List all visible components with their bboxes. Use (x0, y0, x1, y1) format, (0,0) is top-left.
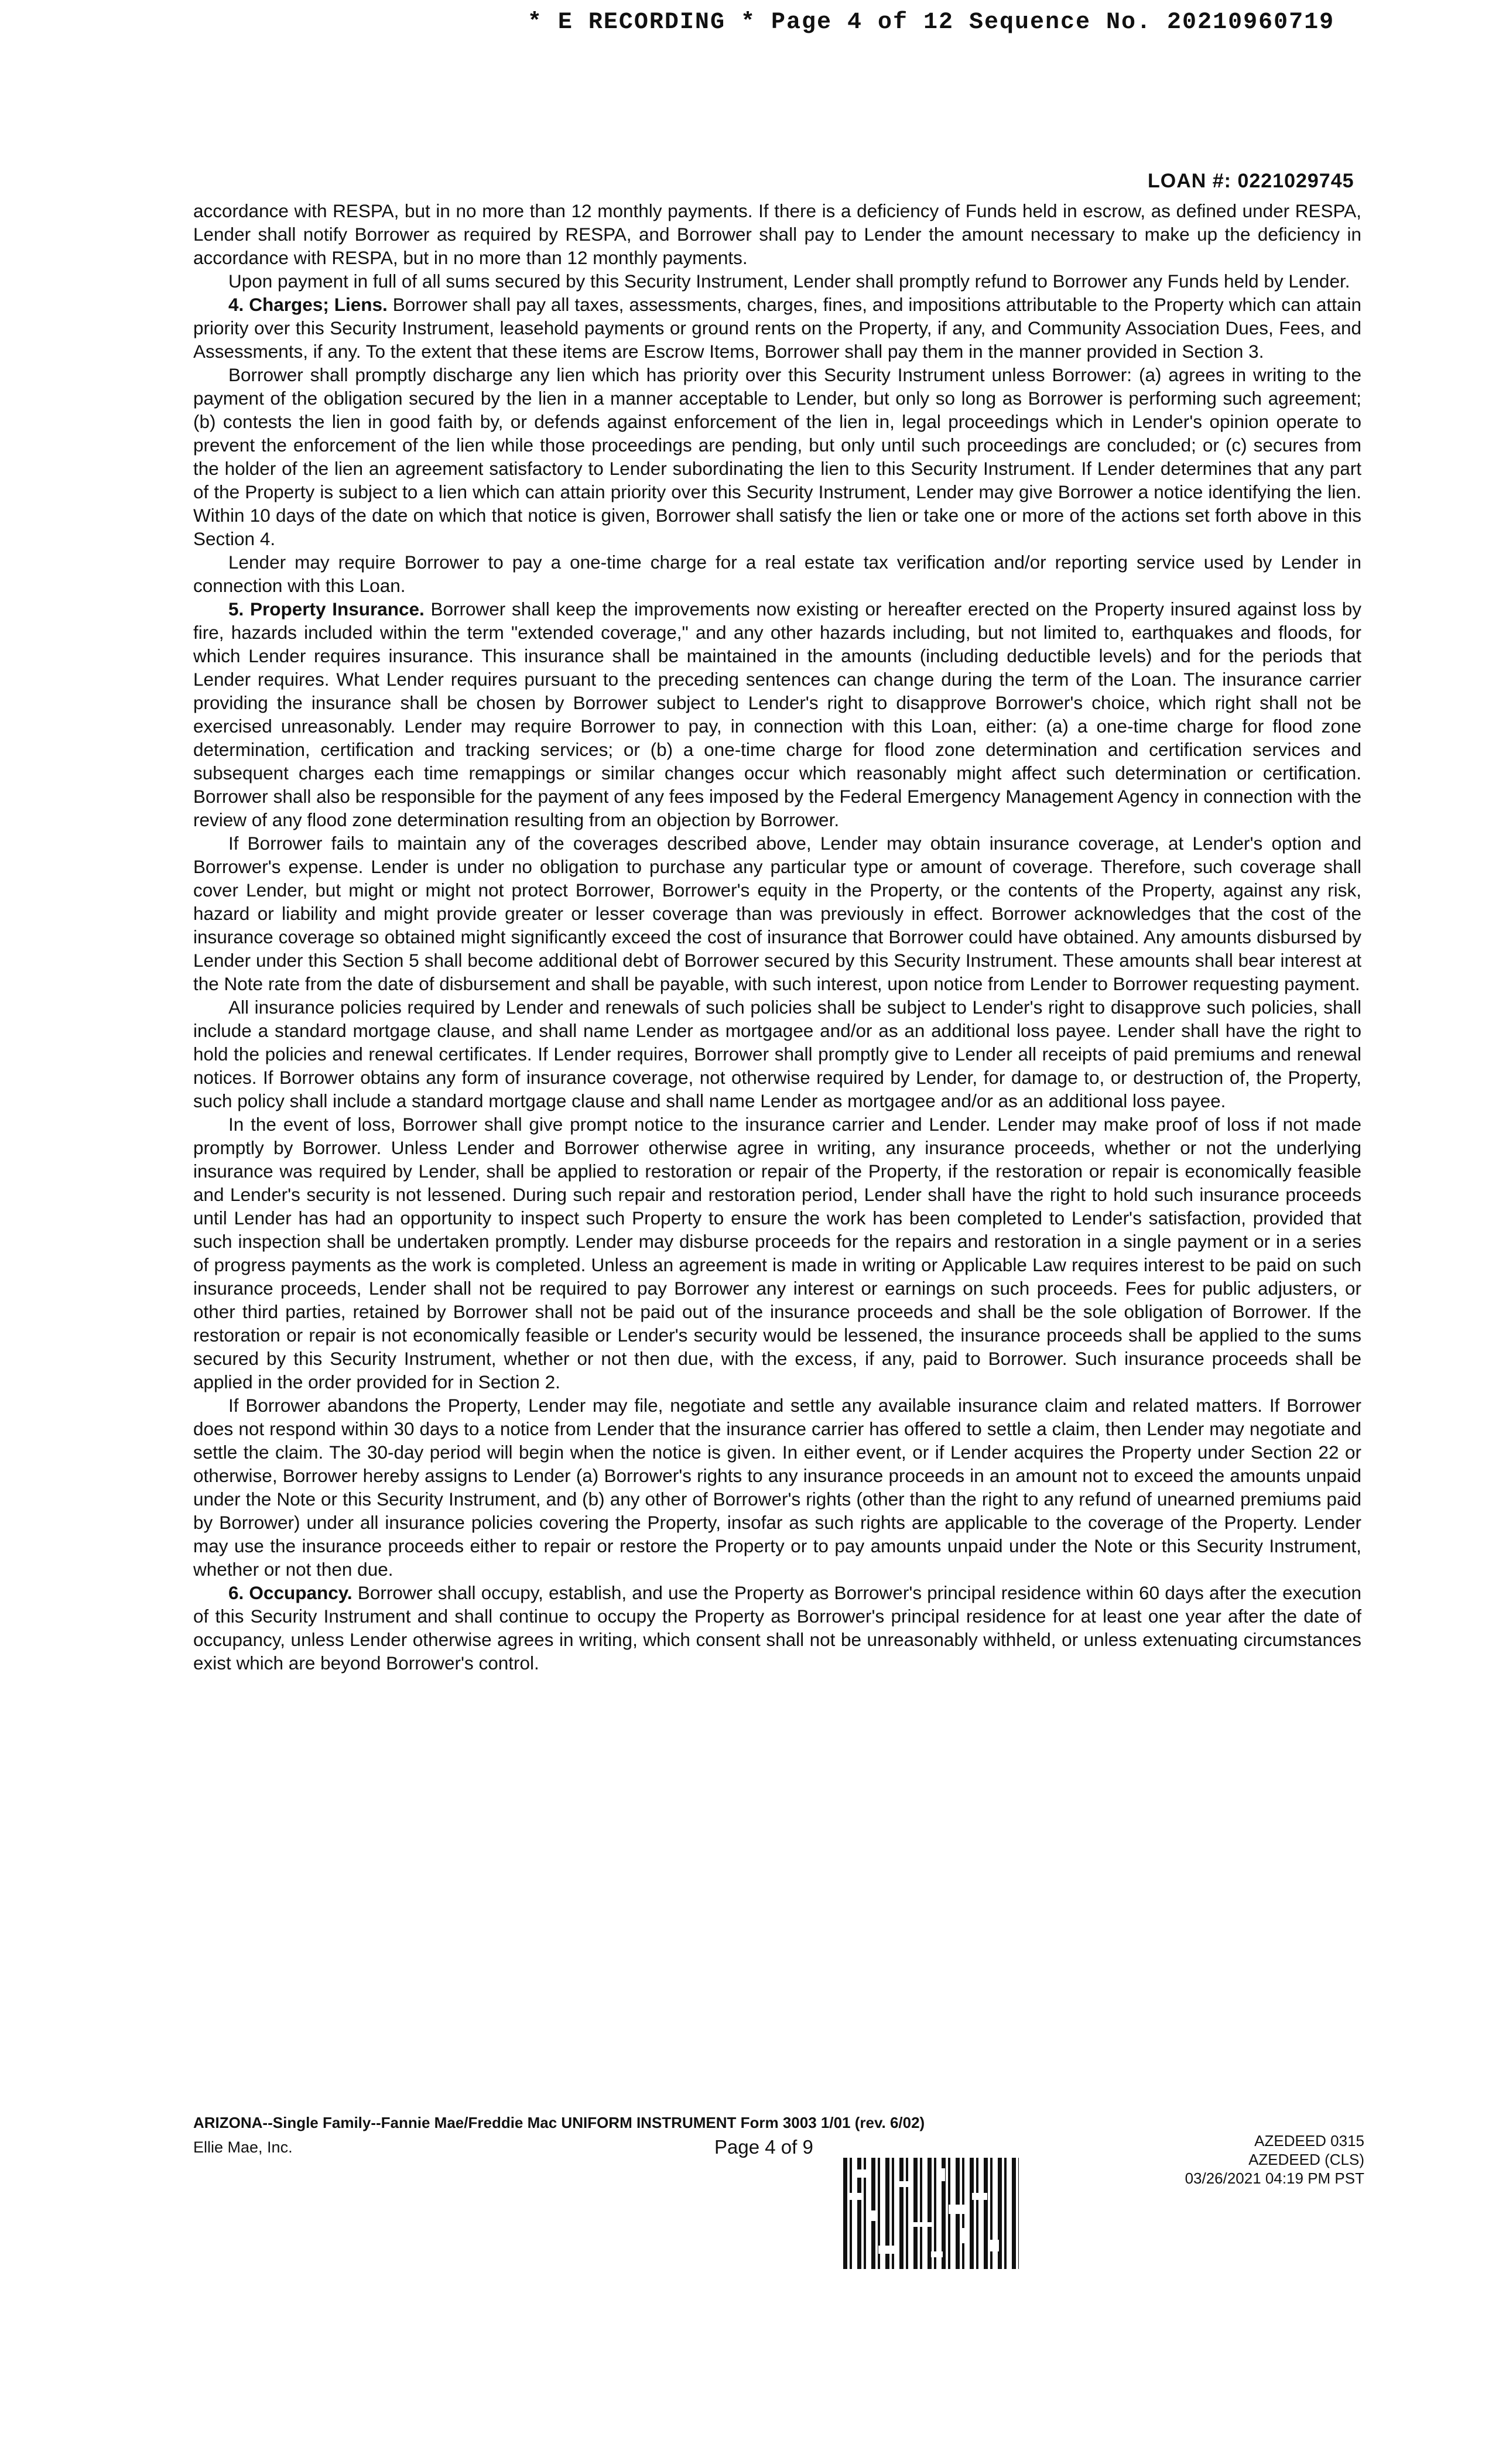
section-title: 5. Property Insurance. (228, 598, 425, 620)
paragraph: If Borrower fails to maintain any of the coverages described above, Lender may obtain insurance coverage, at Lender's option and Borrower's expense. Lender is under no obligation to purchase any particular type or amount of coverage. Therefore, such coverage shall cover Lender, but might or might not protect Borrower, Borrower's equity in the Property, or the contents of the Property, against any risk, hazard or liability and might provide greater or lesser coverage than was previously in effect. Borrower acknowledges that the cost of the insurance coverage so obtained might significantly exceed the cost of insurance that Borrower could have obtained. Any amounts disbursed by Lender under this Section 5 shall become additional debt of Borrower secured by this Security Instrument. These amounts shall bear interest at the Note rate from the date of disbursement and shall be payable, with such interest, upon notice from Lender to Borrower requesting payment. (193, 833, 1361, 994)
paragraph: If Borrower abandons the Property, Lender may file, negotiate and settle any available insurance claim and related matters. If Borrower does not respond within 30 days to a notice from Lender that the insurance carrier has offered to settle a claim, then Lender may negotiate and settle the claim. The 30-day period will begin when the notice is given. In either event, or if Lender acquires the Property under Section 22 or otherwise, Borrower hereby assigns to Lender (a) Borrower's rights to any insurance proceeds in an amount not to exceed the amounts unpaid under the Note or this Security Instrument, and (b) any other of Borrower's rights (other than the right to any refund of unearned premiums paid by Borrower) under all insurance policies covering the Property, insofar as such rights are applicable to the coverage of the Property. Lender may use the insurance proceeds either to repair or restore the Property or to pay amounts unpaid under the Note or this Security Instrument, whether or not then due. (193, 1395, 1361, 1580)
footer-code: AZEDEED 0315 (1254, 2132, 1364, 2150)
paragraph: In the event of loss, Borrower shall give prompt notice to the insurance carrier and Lender. Lender may make proof of loss if not made promptly by Borrower. Unless Lender and Borrower otherwise agree in writing, any insurance proceeds, whether or not the underlying insurance was required by Lender, shall be applied to restoration or repair of the Property, if the restoration or repair is economically feasible and Lender's security is not lessened. During such repair and restoration period, Lender shall have the right to hold such insurance proceeds until Lender has had an opportunity to inspect such Property to ensure the work has been completed to Lender's satisfaction, provided that such inspection shall be undertaken promptly. Lender may disburse proceeds for the repairs and restoration in a single payment or in a series of progress payments as the work is completed. Unless an agreement is made in writing or Applicable Law requires interest to be paid on such insurance proceeds, Lender shall not be required to pay Borrower any interest or earnings on such proceeds. Fees for public adjusters, or other third parties, retained by Borrower shall not be paid out of the insurance proceeds and shall be the sole obligation of Borrower. If the restoration or repair is not economically feasible or Lender's security would be lessened, the insurance proceeds shall be applied to the sums secured by this Security Instrument, whether or not then due, with the excess, if any, paid to Borrower. Such insurance proceeds shall be applied in the order provided for in Section 2. (193, 1114, 1361, 1392)
recording-header: * E RECORDING * Page 4 of 12 Sequence No. 20210960719 (527, 9, 1335, 36)
paragraph: Borrower shall pay all taxes, assessments, charges, fines, and impositions attributable to the Property which can attain priority over this Security Instrument, leasehold payments or ground rents on the Property, if any, and Community Association Dues, Fees, and Assessments, if any. To the extent that these items are Escrow Items, Borrower shall pay them in the manner provided in Section 3. (193, 294, 1361, 362)
section-title: 4. Charges; Liens. (228, 294, 388, 315)
section-6 (193, 1581, 1361, 1675)
footer-page-number: Page 4 of 9 (714, 2136, 813, 2158)
loan-number: LOAN #: 0221029745 (1148, 170, 1354, 192)
paragraph: Upon payment in full of all sums secured by this Security Instrument, Lender shall promptly refund to Borrower any Funds held by Lender. (228, 271, 1350, 292)
paragraph: Lender may require Borrower to pay a one-time charge for a real estate tax verification and/or reporting service used by Lender in connection with this Loan. (193, 552, 1361, 596)
document-body (193, 199, 1361, 1675)
paragraph: Borrower shall occupy, establish, and use the Property as Borrower's principal residence within 60 days after the execution of this Security Instrument and shall continue to occupy the Property as Borrower's principal residence for at least one year after the date of occupancy, unless Lender otherwise agrees in writing, which consent shall not be unreasonably withheld, or unless extenuating circumstances exist which are beyond Borrower's control. (193, 1582, 1361, 1674)
paragraph: All insurance policies required by Lender and renewals of such policies shall be subject to Lender's right to disapprove such policies, shall include a standard mortgage clause, and shall name Lender as mortgagee and/or as an additional loss payee. Lender shall have the right to hold the policies and renewal certificates. If Lender requires, Borrower shall promptly give to Lender all receipts of paid premiums and renewal notices. If Borrower obtains any form of insurance coverage, not otherwise required by Lender, for damage to, or destruction of, the Property, such policy shall include a standard mortgage clause and shall name Lender as mortgagee and/or as an additional loss payee. (193, 997, 1361, 1111)
section-title: 6. Occupancy. (228, 1582, 352, 1603)
barcode-icon (843, 2158, 1019, 2269)
paragraph: Borrower shall keep the improvements now existing or hereafter erected on the Property insured against loss by fire, hazards included within the term "extended coverage," and any other hazards including, but not limited to, earthquakes and floods, for which Lender requires insurance. This insurance shall be maintained in the amounts (including deductible levels) and for the periods that Lender requires. What Lender requires pursuant to the preceding sentences can change during the term of the Loan. The insurance carrier providing the insurance shall be chosen by Borrower subject to Lender's right to disapprove Borrower's choice, which right shall not be exercised unreasonably. Lender may require Borrower to pay, in connection with this Loan, either: (a) a one-time charge for flood zone determination, certification and tracking services; or (b) a one-time charge for flood zone determination and certification services and subsequent charges each time remappings or similar changes occur which reasonably might affect such determination or certification. Borrower shall also be responsible for the payment of any fees imposed by the Federal Emergency Management Agency in connection with the review of any flood zone determination resulting from an objection by Borrower. (193, 598, 1361, 830)
footer-vendor: Ellie Mae, Inc. (193, 2138, 293, 2156)
section-4 (193, 293, 1361, 363)
footer-code: AZEDEED (CLS) (1248, 2151, 1364, 2168)
paragraph: Borrower shall promptly discharge any lien which has priority over this Security Instrument unless Borrower: (a) agrees in writing to the payment of the obligation secured by the lien in a manner acceptable to Lender, but only so long as Borrower is performing such agreement; (b) contests the lien in good faith by, or defends against enforcement of the lien in, legal proceedings which in Lender's opinion operate to prevent the enforcement of the lien while those proceedings are pending, but only until such proceedings are concluded; or (c) secures from the holder of the lien an agreement satisfactory to Lender subordinating the lien to this Security Instrument. If Lender determines that any part of the Property is subject to a lien which can attain priority over this Security Instrument, Lender may give Borrower a notice identifying the lien. Within 10 days of the date on which that notice is given, Borrower shall satisfy the lien or take one or more of the actions set forth above in this Section 4. (193, 364, 1361, 549)
footer-timestamp: 03/26/2021 04:19 PM PST (1185, 2169, 1364, 2187)
footer-codes (1118, 2131, 1364, 2188)
footer-form-line: ARIZONA--Single Family--Fannie Mae/Freddie Mac UNIFORM INSTRUMENT Form 3003 1/01 (rev. 6/02) (193, 2114, 925, 2131)
section-5 (193, 597, 1361, 831)
paragraph: accordance with RESPA, but in no more than 12 monthly payments. If there is a deficiency of Funds held in escrow, as defined under RESPA, Lender shall notify Borrower as required by RESPA, and Borrower shall pay to Lender the amount necessary to make up the deficiency in accordance with RESPA, but in no more than 12 monthly payments. (193, 200, 1361, 268)
